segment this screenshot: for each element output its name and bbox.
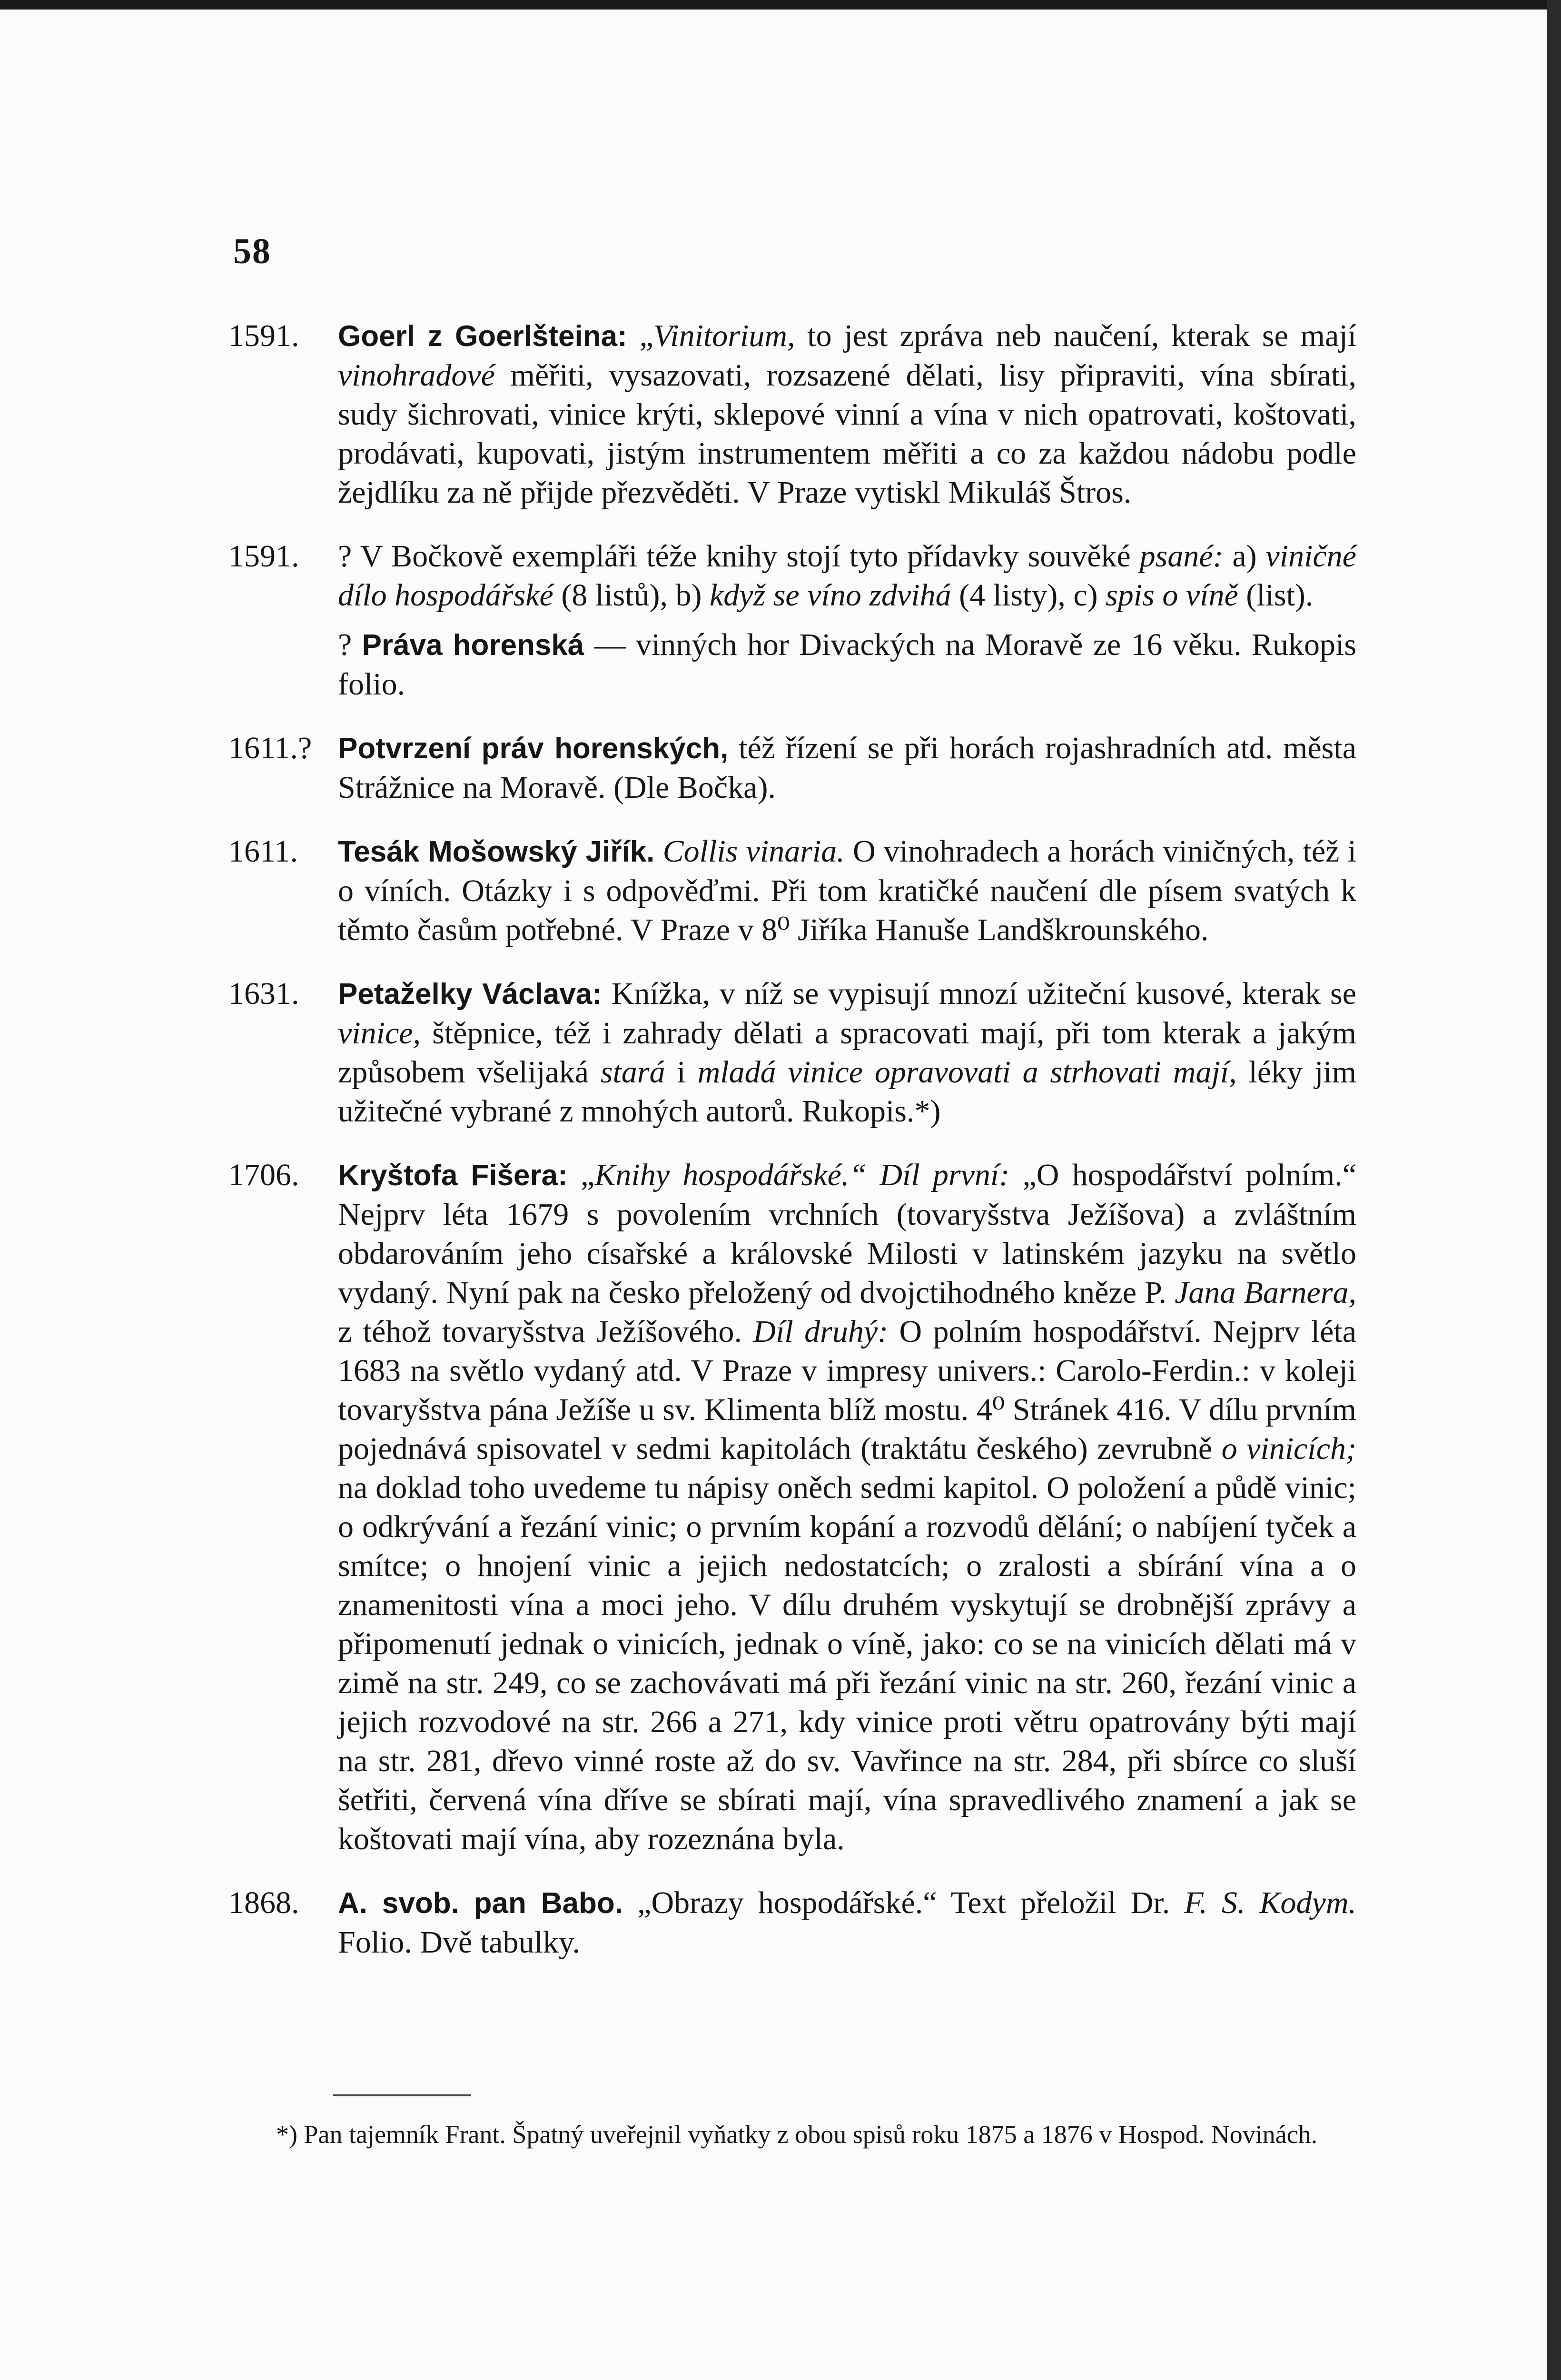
page-number: 58 xyxy=(233,231,271,271)
entry-year: 1868. xyxy=(228,1885,299,1920)
bibliography-entry xyxy=(338,625,1356,704)
bibliography-list xyxy=(228,317,1356,1987)
entry-italic-text: viničné dílo hospodářské xyxy=(338,539,1356,613)
entry-lead: ? xyxy=(338,627,362,662)
bibliography-entry xyxy=(228,317,1356,512)
entry-text-fragment: — vinných hor Divackých na Moravě ze 16 věku. Rukopis folio. xyxy=(338,627,1356,702)
entry-italic-text: Collis vinaria. xyxy=(662,834,845,869)
entry-italic-text: Díl druhý: xyxy=(753,1314,889,1349)
entry-text-fragment: „ xyxy=(627,318,653,353)
entry-text xyxy=(338,1884,1356,1962)
entry-italic-text: stará xyxy=(600,1055,665,1090)
scan-border-top xyxy=(0,0,1561,10)
bibliography-entry xyxy=(228,729,1356,807)
entry-text-fragment: (list). xyxy=(1238,578,1314,613)
entry-text-fragment: O polním hospodářství. Nejprv léta 1683 na světlo vydaný atd. V Praze v impresy univers.: Carolo-Ferdin.: v koleji tovaryšstva pána Ježíše u sv. Klimenta blíž mostu. 4⁰ Stránek 416. V dílu prvním pojednává spisovatel v sedmi kapitolách (traktátu českého) zevrubně xyxy=(338,1314,1356,1466)
entry-author: Petaželky Václava: xyxy=(338,978,602,1011)
entry-author: Goerl z Goerlšteina: xyxy=(338,320,627,353)
entry-italic-text: psané: xyxy=(1139,539,1224,574)
entry-italic-text: F. S. Kodym. xyxy=(1184,1885,1356,1920)
entry-text xyxy=(338,974,1356,1131)
entry-italic-text: mladá vinice opravovati a strhovati mají, xyxy=(697,1055,1237,1090)
entry-text-fragment: O vinohradech a horách viničných, též i o víních. Otázky i s odpověďmi. Při tom kratičké naučení dle písem svatých k těmto časům potřebné. V Praze v 8⁰ Jiříka Hanuše Landškrounského. xyxy=(338,834,1356,947)
entry-italic-text: vinice, xyxy=(338,1016,421,1051)
entry-text-fragment: (8 listů), b) xyxy=(553,578,710,613)
entry-text-fragment: (4 listy), c) xyxy=(951,578,1106,613)
bibliography-entry xyxy=(228,1156,1356,1859)
entry-text-fragment: léky jim užitečné vybrané z mnohých autorů. Rukopis.*) xyxy=(338,1055,1356,1129)
entry-italic-text: Jana Barnera, xyxy=(1175,1275,1356,1310)
entry-author: A. svob. pan Babo. xyxy=(338,1887,623,1920)
entry-text xyxy=(338,729,1356,807)
entry-text xyxy=(338,832,1356,950)
entry-text-fragment: Folio. Dvě tabulky. xyxy=(338,1925,581,1960)
entry-text-fragment: štěpnice, též i zahrady dělati a spracovati mají, při tom kterak a jakým způsobem všelijaká xyxy=(338,1016,1356,1090)
entry-author: Tesák Mošowský Jiřík. xyxy=(338,835,655,868)
entry-text-fragment: a) xyxy=(1223,539,1266,574)
entry-text-fragment: i xyxy=(665,1055,698,1090)
entry-text-fragment xyxy=(654,834,662,869)
entry-text-fragment: „Obrazy hospodářské.“ Text přeložil Dr. xyxy=(623,1885,1185,1920)
entry-text-fragment: měřiti, vysazovati, rozsazené dělati, lisy připraviti, vína sbírati, sudy šichrovati, vinice krýti, sklepové vinní a vína v nich opatrovati, koštovati, prodávati, kupovati, jistým instrumentem měřiti a co za každou nádobu podle žejdlíku za ně přijde přezvěděti. V Praze vytiskl Mikuláš Štros. xyxy=(338,358,1356,510)
entry-author: Práva horenská xyxy=(362,629,584,662)
entry-text-fragment: na doklad toho uvedeme tu nápisy oněch sedmi kapitol. O položení a půdě vinic; o odkrývání a řezání vinic; o prvním kopání a rozvodů dělání; o nabíjení tyček a smítce; o hnojení vinic a jejich nedostatcích; o zralosti a sbírání vína a o znamenitosti vína a moci jeho. V dílu druhém vyskytují se drobnější zprávy a připomenutí jednak o vinicích, jednak o víně, jako: co se na vinicích dělati má v zimě na str. 249, co se zachovávati má při řezání vinic na str. 260, řezání vinic a jejich rozvodové na str. 266 a 271, kdy vinice proti větru opatrovány býti mají na str. 281, dřevo vinné roste až do sv. Vavřince na str. 284, při sbírce co sluší šetřiti, červená vína dříve se sbírati mají, vína spravedlivého znamení a jak se koštovati mají vína, aby rozeznána byla. xyxy=(338,1470,1356,1856)
entry-italic-text: když se víno zdvihá xyxy=(709,578,951,613)
entry-year: 1706. xyxy=(228,1158,299,1192)
entry-text-fragment: to jest zpráva neb naučení, kterak se mají xyxy=(795,318,1356,353)
entry-text-fragment: též řízení se při horách rojashradních atd. města Strážnice na Moravě. (Dle Bočka). xyxy=(338,731,1356,805)
entry-italic-text: o vinicích; xyxy=(1221,1431,1356,1466)
scan-border-right xyxy=(1547,0,1561,2380)
bibliography-entry xyxy=(228,1884,1356,1962)
bibliography-entry xyxy=(228,974,1356,1131)
bibliography-entry xyxy=(228,832,1356,950)
entry-text-fragment: „ xyxy=(567,1158,595,1192)
entry-text-fragment: „O hospodářství polním.“ Nejprv léta 1679 s povolením vrchních (tovaryšstva Ježíšova) a zvláštním obdarováním jeho císařské a královské Milosti v latinském jazyku na světlo vydaný. Nyní pak na česko přeložený od dvojctihodného kněze P. xyxy=(338,1158,1357,1310)
entry-author: Potvrzení práv horenských, xyxy=(338,732,729,765)
entry-text xyxy=(338,537,1356,615)
bibliography-entry xyxy=(228,537,1356,615)
entry-text-fragment: ? V Bočkově exempláři téže knihy stojí tyto přídavky souvěké xyxy=(338,539,1140,574)
footnote-rule xyxy=(333,2094,471,2096)
entry-text-fragment: z téhož tovaryšstva Ježíšového. xyxy=(338,1314,753,1349)
entry-year: 1611. xyxy=(228,834,298,869)
entry-text xyxy=(338,625,1356,704)
entry-year: 1611.? xyxy=(228,731,312,765)
entry-year: 1591. xyxy=(228,539,299,574)
entry-text xyxy=(338,1156,1356,1859)
entry-text-fragment: Knížka, v níž se vypisují mnozí užiteční kusové, kterak se xyxy=(602,976,1356,1011)
footnote: *) Pan tajemník Frant. Špatný uveřejnil vyňatky z obou spisů roku 1875 a 1876 v Hospod. Novinách. xyxy=(276,2120,1318,2149)
entry-italic-text: Vinitorium, xyxy=(653,318,795,353)
entry-year: 1631. xyxy=(228,976,299,1011)
entry-italic-text: Knihy hospodářské.“ Díl první: xyxy=(594,1158,1010,1192)
entry-italic-text: vinohradové xyxy=(338,358,495,393)
entry-italic-text: spis o víně xyxy=(1106,578,1238,613)
entry-author: Kryštofa Fišera: xyxy=(338,1159,568,1192)
entry-year: 1591. xyxy=(228,318,299,353)
entry-text xyxy=(338,317,1356,512)
